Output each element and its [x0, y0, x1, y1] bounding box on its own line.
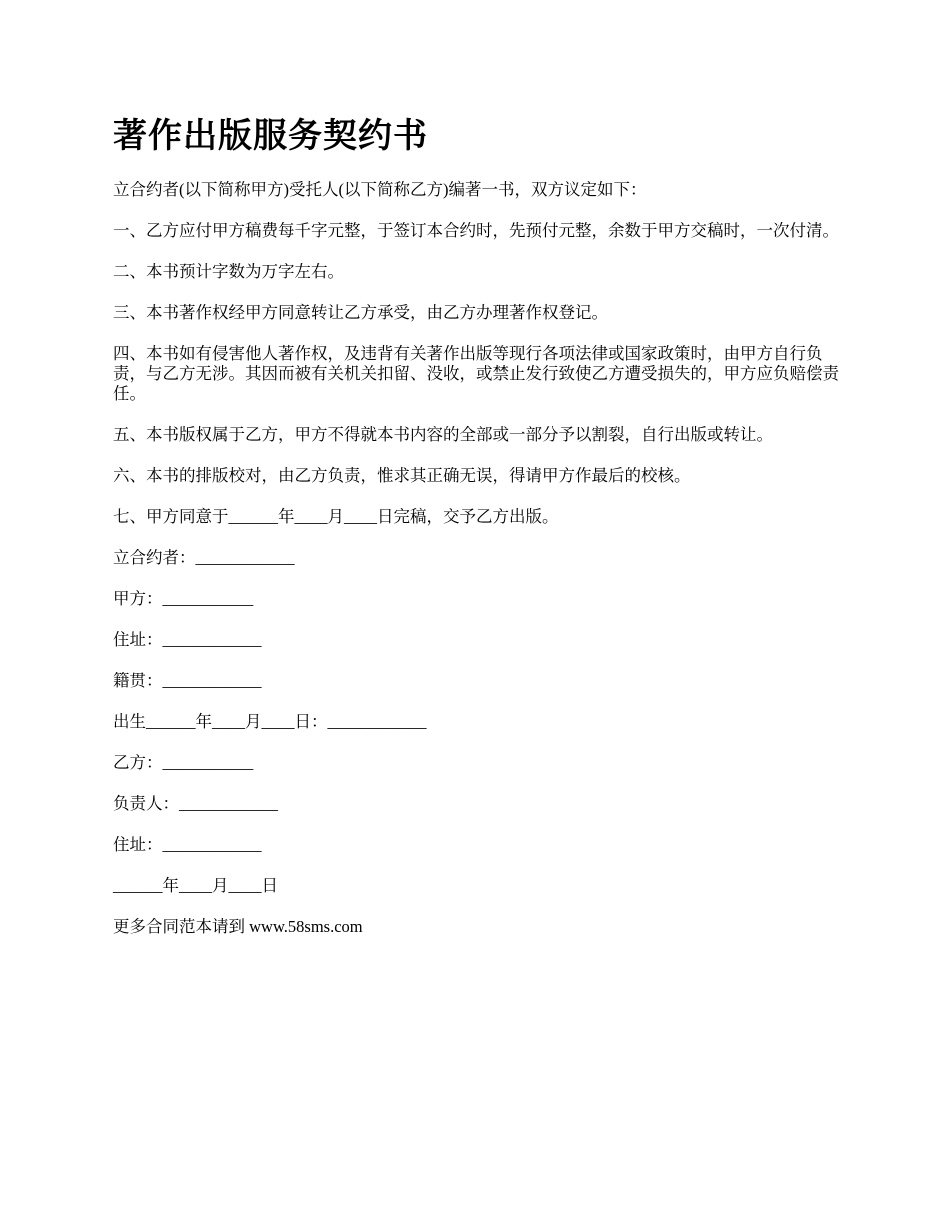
- clause-7: 七、甲方同意于______年____月____日完稿，交予乙方出版。: [113, 507, 559, 526]
- document-title: 著作出版服务契约书: [113, 116, 428, 156]
- clause-4: 四、本书如有侵害他人著作权，及违背有关著作出版等现行各项法律或国家政策时，由甲方自行负责，与乙方无涉。其因而被有关机关扣留、没收，或禁止发行致使乙方遭受损失的，甲方应负赔偿责任。: [113, 344, 839, 403]
- clause-3: 三、本书著作权经甲方同意转让乙方承受，由乙方办理著作权登记。: [113, 303, 608, 322]
- signature-address-b: 住址：____________: [113, 835, 262, 854]
- signature-responsible-person: 负责人：____________: [113, 794, 278, 813]
- signature-party-b: 乙方：___________: [113, 753, 254, 772]
- clause-5: 五、本书版权属于乙方，甲方不得就本书内容的全部或一部分予以割裂，自行出版或转让。: [113, 425, 773, 444]
- signature-party-a: 甲方：___________: [113, 589, 254, 608]
- clause-6: 六、本书的排版校对，由乙方负责，惟求其正确无误，得请甲方作最后的校核。: [113, 466, 691, 485]
- signature-contractor: 立合约者：____________: [113, 548, 295, 567]
- signature-date: ______年____月____日: [113, 876, 278, 895]
- clause-1: 一、乙方应付甲方稿费每千字元整，于签订本合约时，先预付元整，余数于甲方交稿时，一次付清。: [113, 221, 839, 240]
- contract-document: [113, 108, 853, 958]
- signature-native-place: 籍贯：____________: [113, 671, 262, 690]
- signature-address-a: 住址：____________: [113, 630, 262, 649]
- intro-paragraph: 立合约者(以下简称甲方)受托人(以下简称乙方)编著一书，双方议定如下：: [113, 180, 647, 199]
- signature-birth-date: 出生______年____月____日：____________: [113, 712, 427, 731]
- footer-note: 更多合同范本请到 www.58sms.com: [113, 917, 363, 936]
- clause-2: 二、本书预计字数为万字左右。: [113, 262, 344, 281]
